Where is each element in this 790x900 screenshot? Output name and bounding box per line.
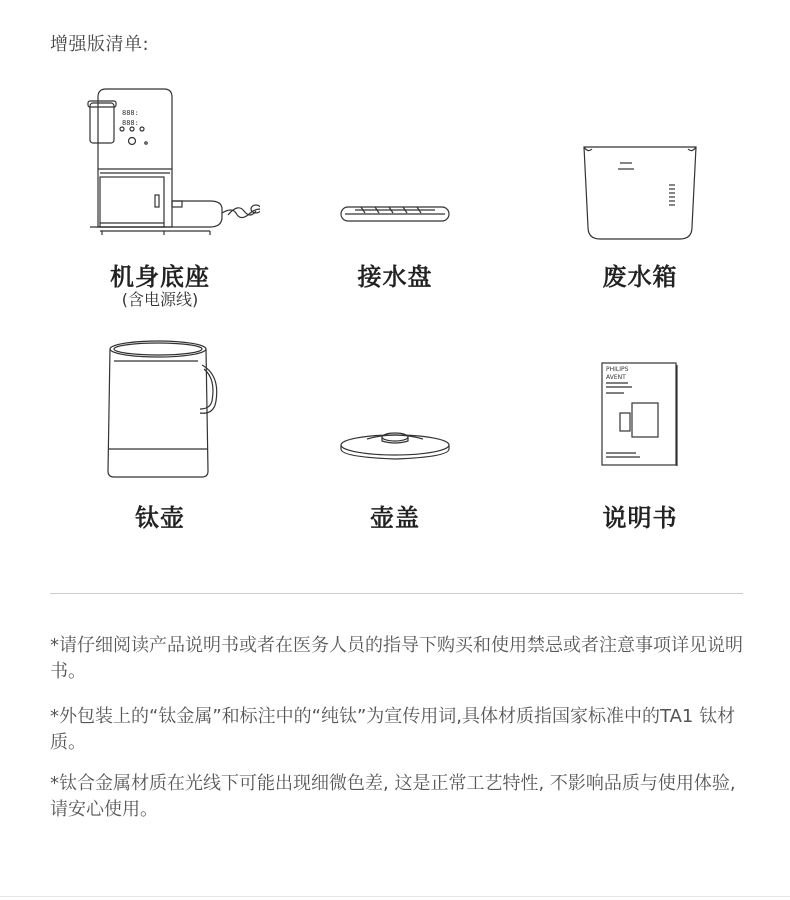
bottom-divider xyxy=(0,896,790,897)
note-1: *请仔细阅读产品说明书或者在医务人员的指导下购买和使用禁忌或者注意事项详见说明书。 xyxy=(50,635,743,682)
note-3: *钛合金属材质在光线下可能出现细微色差, 这是正常工艺特性, 不影响品质与使用体验, 请安心使用。 xyxy=(50,773,736,820)
item-titanium-kettle xyxy=(60,335,260,535)
manual-brand: PHILIPS xyxy=(606,366,629,373)
item-label: 接水盘 xyxy=(357,263,433,291)
item-label: 壶盖 xyxy=(370,504,420,532)
item-label: 钛壶 xyxy=(135,504,185,532)
drip-tray-icon xyxy=(295,85,495,245)
machine-base-icon xyxy=(60,85,260,245)
item-label: 废水箱 xyxy=(602,263,678,291)
item-waste-tank xyxy=(540,85,740,295)
item-label: 机身底座 xyxy=(110,263,210,291)
kettle-lid-icon xyxy=(295,335,495,485)
item-drip-tray xyxy=(295,85,495,295)
item-machine-base xyxy=(60,85,260,315)
list-heading: 增强版清单: xyxy=(50,34,150,55)
waste-tank-icon xyxy=(540,85,740,245)
manual-icon xyxy=(540,335,740,485)
titanium-kettle-icon xyxy=(60,335,260,485)
manual-sub-brand: AVENT xyxy=(606,374,626,381)
display-line-2: 888: xyxy=(122,119,139,127)
note-2: *外包装上的“钛金属”和标注中的“纯钛”为宣传用词,具体材质指国家标准中的TA1 钛材质。 xyxy=(50,706,736,753)
display-line-1: 888: xyxy=(122,109,139,117)
item-label: 说明书 xyxy=(602,504,678,532)
section-divider xyxy=(50,593,743,594)
item-sublabel: (含电源线) xyxy=(121,290,199,309)
item-manual xyxy=(540,335,740,535)
item-kettle-lid xyxy=(295,335,495,535)
